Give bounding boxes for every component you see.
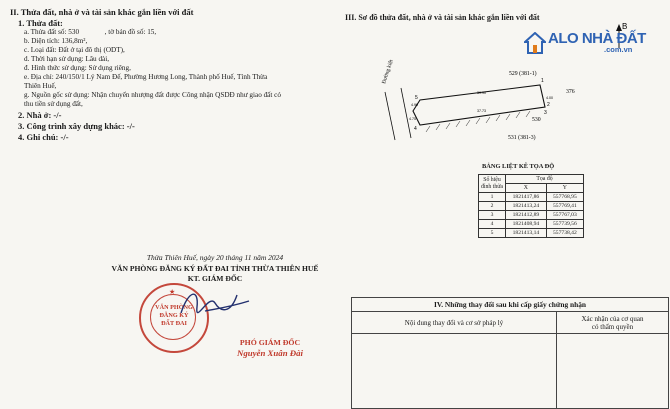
- area: b. Diện tích: 136,8m²,: [24, 37, 88, 45]
- changes-table: [351, 297, 669, 409]
- coords-title: BẢNG LIỆT KÊ TỌA ĐỘ: [482, 163, 555, 170]
- official-seal: VĂN PHÒNG ĐĂNG KÝ ĐẤT ĐAI ★: [139, 283, 209, 353]
- coords-header-x: X: [506, 184, 547, 193]
- watermark: [524, 30, 646, 54]
- seal-text: VĂN PHÒNG ĐĂNG KÝ ĐẤT ĐAI: [155, 304, 193, 327]
- parcel-number: a. Thửa đất số: 530: [24, 28, 80, 36]
- road-edge: [385, 92, 395, 140]
- table-row: 5 1821413,14 557738,42: [479, 229, 584, 238]
- coords-table: [478, 174, 584, 238]
- signer-role: KT. GIÁM ĐỐC: [187, 274, 243, 283]
- section-land-info: [10, 6, 325, 142]
- north-label: B: [622, 22, 628, 31]
- land-plot-heading: 1. Thửa đất:: [18, 18, 63, 28]
- origin-line-2: thu tiền sử dụng đất,: [24, 100, 83, 108]
- changes-confirm-cell: [557, 334, 669, 409]
- origin-line-1: g. Nguồn gốc sử dụng: Nhận chuyển nhượng đất được Công nhận QSDĐ như giao đất có: [24, 91, 281, 99]
- changes-title: IV. Những thay đổi sau khi cấp giấy chứng nhận: [352, 298, 669, 312]
- coords-header-vertex: Số hiệu đỉnh thửa: [479, 175, 506, 193]
- vertex-5: 5: [415, 95, 418, 101]
- road-label: Đường kiệt: [381, 59, 395, 85]
- signature-block: [100, 253, 330, 283]
- changes-col-content: Nội dung thay đổi và cơ sở pháp lý: [352, 312, 557, 334]
- issuing-office: VĂN PHÒNG ĐĂNG KÝ ĐẤT ĐAI TỈNH THỪA THIÊN HUẾ: [111, 264, 319, 273]
- diagram-title: III. Sơ đồ thửa đất, nhà ở và tài sản khác gắn liền với đất: [345, 13, 540, 22]
- neighbor-top: 529 (381-1): [509, 71, 537, 77]
- other-works-heading: 3. Công trình xây dựng khác: -/-: [18, 121, 135, 131]
- changes-col-confirm: Xác nhận của cơ quan có thẩm quyền: [557, 312, 669, 334]
- parcel-row: [24, 28, 325, 37]
- handwritten-signature: [175, 283, 255, 323]
- vertex-2: 2: [547, 102, 550, 108]
- notes-heading: 4. Ghi chú: -/-: [18, 132, 69, 142]
- house-logo-icon: [524, 32, 546, 54]
- section-title: II. Thửa đất, nhà ở và tài sản khác gắn liền với đất: [10, 7, 194, 17]
- table-row: 4 1821408,94 557739,56: [479, 220, 584, 229]
- signer-name: Nguyễn Xuân Đài: [237, 348, 303, 358]
- use-form: đ. Hình thức sử dụng: Sử dụng riêng,: [24, 64, 131, 72]
- address-line-2: Thiên Huế,: [24, 82, 57, 90]
- deputy-block: [205, 338, 335, 358]
- place-date: Thừa Thiên Huế, ngày 20 tháng 11 năm 2024: [146, 253, 284, 262]
- vertex-3: 3: [544, 110, 547, 116]
- dim-bottom: 37.73: [477, 109, 486, 113]
- coords-header-y: Y: [546, 184, 583, 193]
- coords-header-coord: Tọa độ: [506, 175, 584, 184]
- neighbor-right: 376: [566, 89, 575, 95]
- parcel-number-label: 530: [532, 117, 541, 123]
- dim-top: 39.90: [477, 91, 486, 95]
- dim-left-b: 4.75: [409, 117, 416, 121]
- deputy-title: PHÓ GIÁM ĐỐC: [239, 338, 301, 347]
- table-row: 1 1821417,86 557768,95: [479, 193, 584, 202]
- neighbor-bottom: 531 (381-3): [508, 135, 536, 141]
- changes-content-cell: [352, 334, 557, 409]
- watermark-brand: ALO NHÀ ĐẤT: [548, 30, 646, 47]
- watermark-domain: .com.vn: [604, 45, 633, 54]
- map-sheet: , tờ bản đồ số: 15,: [104, 28, 157, 36]
- vertex-1: 1: [541, 78, 544, 84]
- land-type: c. Loại đất: Đất ở tại đô thị (ODT),: [24, 46, 125, 54]
- address-line-1: e. Địa chỉ: 240/150/1 Lý Nam Đế, Phường Hương Long, Thành phố Huế, Tỉnh Thừa: [24, 73, 268, 81]
- dim-left-a: 4.90: [411, 103, 418, 107]
- dim-right: 4.00: [546, 96, 553, 100]
- house-heading: 2. Nhà ở: -/-: [18, 110, 62, 120]
- table-row: 3 1821412,89 557767,03: [479, 211, 584, 220]
- use-duration: d. Thời hạn sử dụng: Lâu dài,: [24, 55, 110, 63]
- vertex-4: 4: [414, 126, 417, 132]
- table-row: 2 1821413,24 557769,41: [479, 202, 584, 211]
